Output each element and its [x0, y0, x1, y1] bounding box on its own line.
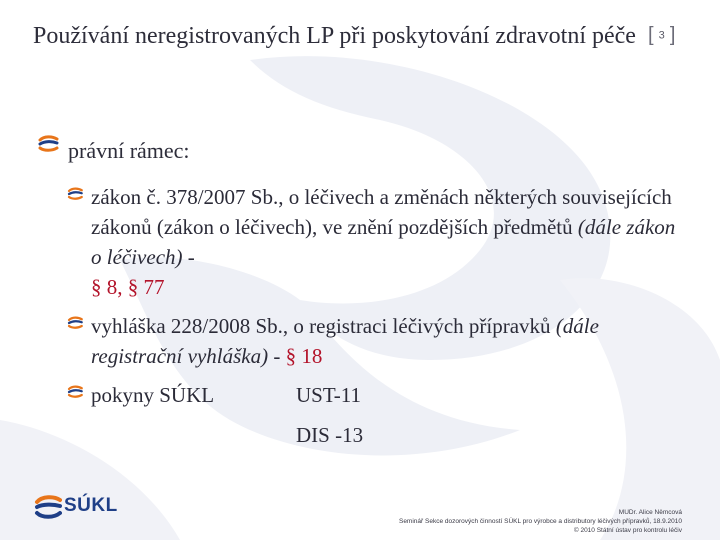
footer-event: Seminář Sekce dozorových činností SÚKL pro výrobce a distributory léčivých přípravků, 18.9.2010: [398, 518, 682, 525]
decree-text: vyhláška 228/2008 Sb., o registraci léčivých přípravků: [91, 314, 556, 338]
footer-author: MUDr. Alice Němcová: [618, 509, 682, 516]
law-italic-note: (dále zákon o léčivech): [91, 215, 676, 269]
footer: [399, 508, 682, 535]
heading-legal-framework: právní rámec:: [68, 138, 190, 163]
bullet-icon: [66, 314, 84, 332]
list-item-guidelines: [91, 380, 691, 450]
bullet-icon: [66, 383, 84, 401]
guideline-code-ust: UST-11: [296, 383, 361, 407]
footer-copyright: © 2010 Státní ústav pro kontrolu léčiv: [573, 527, 682, 534]
bullet-icon: [66, 185, 84, 203]
slide-number: [648, 24, 676, 47]
guidelines-text: pokyny SÚKL: [91, 383, 215, 407]
sukl-logo-icon: [34, 494, 62, 520]
slide-number-value: 3: [658, 29, 666, 42]
list-item-decree: [91, 311, 691, 371]
slide-number-open-bracket: [: [648, 24, 655, 46]
decree-dash: -: [268, 344, 286, 368]
decree-section: § 18: [285, 344, 323, 368]
law-sections: § 8, § 77: [91, 275, 165, 299]
bullet-icon: [36, 132, 60, 156]
guideline-code-dis: DIS -13: [296, 423, 364, 447]
decree-italic-note: (dále registrační vyhláška): [91, 314, 599, 368]
sukl-logo-text: SÚKL: [64, 495, 118, 516]
law-text: zákon č. 378/2007 Sb., o léčivech a změnách některých souvisejících zákonů (zákon o léčivech), ve znění pozdějších předmětů: [91, 185, 672, 239]
slide-number-close-bracket: ]: [669, 24, 677, 46]
list-item-law: [91, 182, 691, 302]
slide-title: Používání neregistrovaných LP při poskytování zdravotní péče: [33, 23, 636, 49]
law-dash: -: [182, 245, 195, 269]
